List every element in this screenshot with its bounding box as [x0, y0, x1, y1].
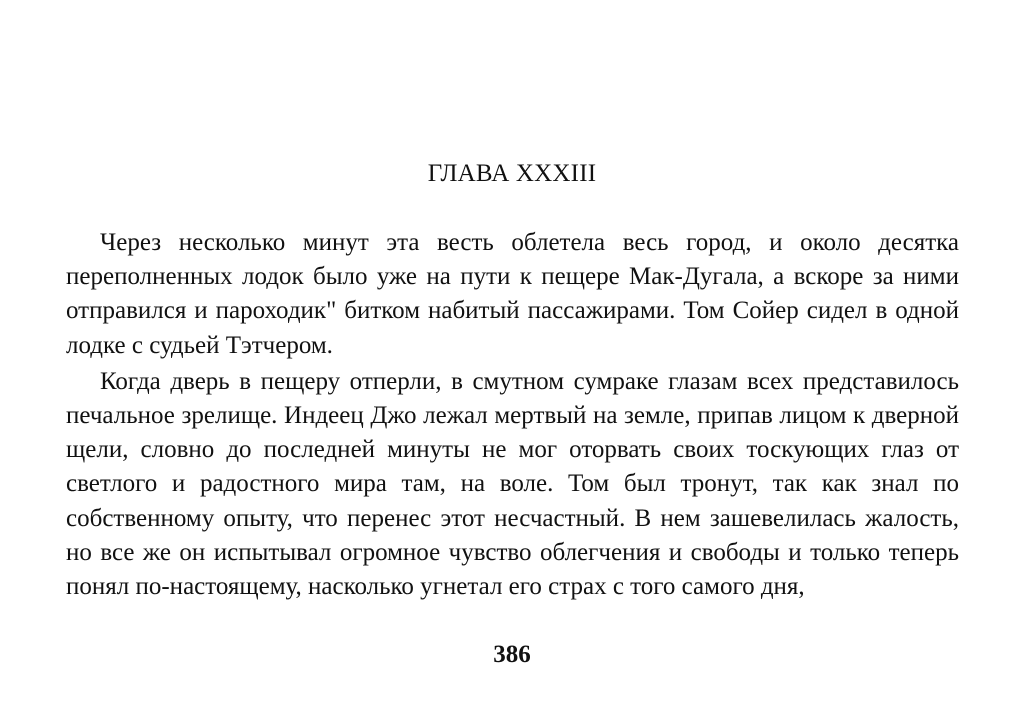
chapter-title: ГЛАВА XXXIII — [427, 160, 597, 187]
paragraph-1: Через несколько минут эта весть облетела весь город, и около десятка переполненных лодок было уже на пути к пещере Мак-Дугала, а вскоре за ними отправился и пароходик" битком набитый пассажирами. Том Сойер сидел в одной лодке с судьей Тэтчером. — [66, 229, 959, 359]
paragraph-2: Когда дверь в пещеру отперли, в смутном сумраке глазам всех представилось печальное зрелище. Индеец Джо лежал мертвый на земле, припав лицом к дверной щели, словно до последней минуты не мог оторвать своих тоскующих глаз от светлого и радостного мира там, на воле. Том был тронут, так как знал по собственному опыту, что перенес этот несчастный. В нем зашевелилась жалость, но все же он испытывал огромное чувство облегчения и свободы и только теперь понял по-настоящему, насколько угнетал его страх с того самого дня, — [66, 367, 959, 601]
page-number: 386 — [493, 641, 531, 668]
chapter-body — [66, 226, 959, 604]
